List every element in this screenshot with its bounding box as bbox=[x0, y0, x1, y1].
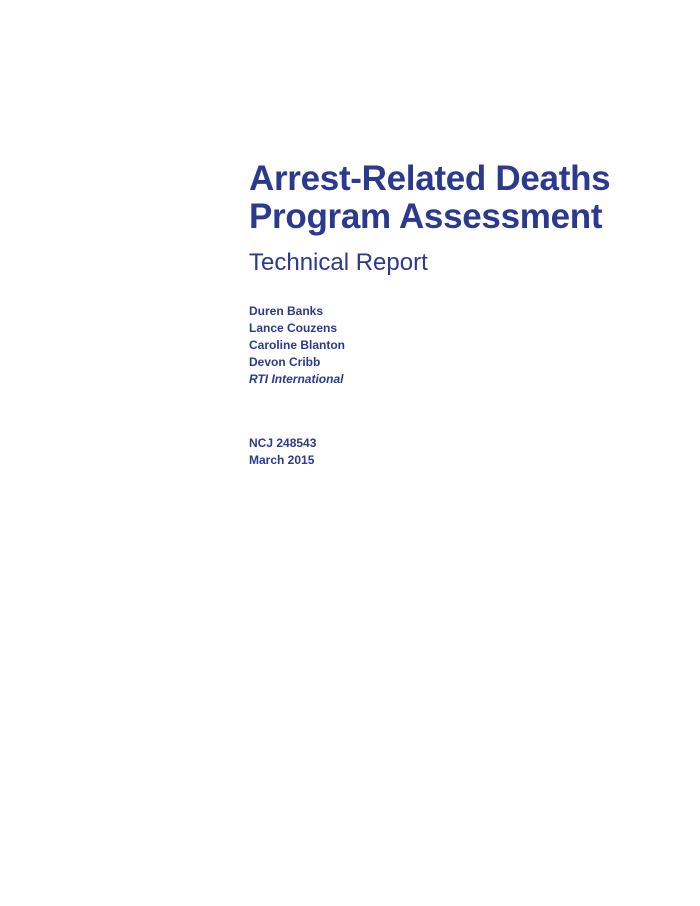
author-name: Lance Couzens bbox=[249, 321, 338, 335]
report-title-line-1: Arrest-Related Deaths bbox=[249, 159, 611, 198]
report-meta bbox=[249, 435, 689, 469]
report-title-line-2: Program Assessment bbox=[249, 197, 603, 236]
report-title bbox=[249, 160, 689, 236]
author-list bbox=[249, 303, 689, 388]
ncj-number: NCJ 248543 bbox=[249, 436, 317, 450]
author-name: Caroline Blanton bbox=[249, 338, 346, 352]
report-subtitle: Technical Report bbox=[249, 249, 428, 276]
report-cover bbox=[249, 160, 689, 469]
author-name: Duren Banks bbox=[249, 304, 324, 318]
author-affiliation: RTI International bbox=[249, 372, 344, 386]
publication-date: March 2015 bbox=[249, 453, 315, 467]
author-name: Devon Cribb bbox=[249, 355, 321, 369]
